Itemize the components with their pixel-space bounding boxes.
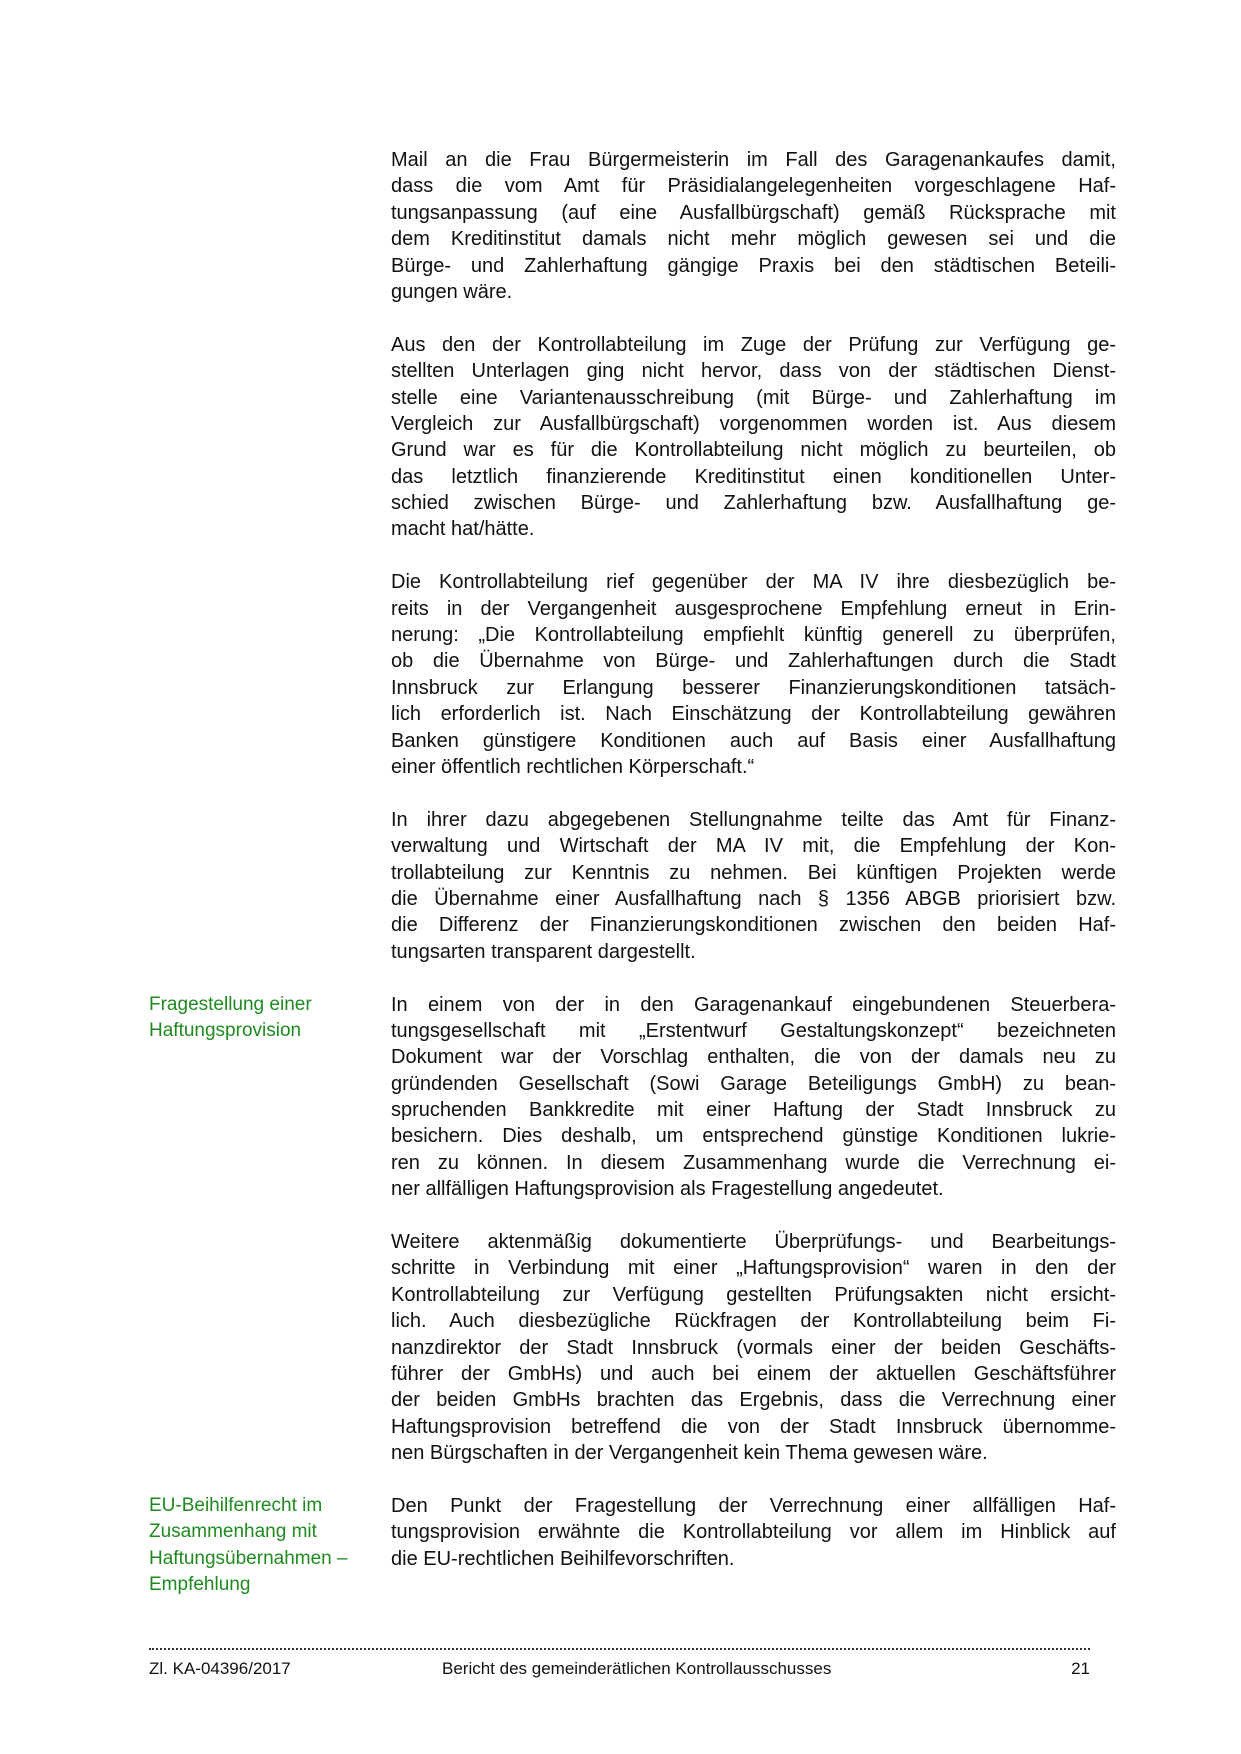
footer-divider [149, 1648, 1090, 1650]
text-line: tungsanpassung (auf eine Ausfallbürgschaft) gemäß Rücksprache mit [391, 201, 1116, 224]
text-line: dem Kreditinstitut damals nicht mehr möglich gewesen sei und die [391, 228, 1116, 251]
report-title: Bericht des gemeinderätlichen Kontrollausschusses [442, 1659, 832, 1678]
text-line: trollabteilung zur Kenntnis zu nehmen. Bei künftigen Projekten werde [391, 861, 1116, 884]
text-line: tungsarten transparent dargestellt. [391, 940, 696, 963]
text-line: In ihrer dazu abgegebenen Stellungnahme teilte das Amt für Finanz- [391, 808, 1116, 831]
margin-heading-line: Haftungsprovision [149, 1019, 302, 1041]
text-line: stelle eine Variantenausschreibung (mit Bürge- und Zahlerhaftung im [391, 386, 1116, 409]
text-line: gründenden Gesellschaft (Sowi Garage Beteiligungs GmbH) zu bean- [391, 1072, 1116, 1095]
margin-heading-line: EU-Beihilfenrecht im [149, 1494, 323, 1516]
text-line: tungsprovision erwähnte die Kontrollabteilung vor allem im Hinblick auf [391, 1521, 1116, 1544]
report-body [149, 147, 1116, 1598]
text-line: besichern. Dies deshalb, um entsprechend günstige Konditionen lukrie- [391, 1125, 1116, 1148]
text-line: ob die Übernahme von Bürge- und Zahlerhaftungen durch die Stadt [391, 650, 1116, 673]
text-line: reits in der Vergangenheit ausgesprochene Empfehlung erneut in Erin- [391, 597, 1116, 620]
text-line: tungsgesellschaft mit „Erstentwurf Gestaltungskonzept“ bezeichneten [391, 1019, 1116, 1042]
text-line: macht hat/hätte. [391, 518, 535, 541]
text-line: die Differenz der Finanzierungskonditionen zwischen den beiden Haf- [391, 914, 1116, 937]
text-line: führer der GmbHs) und auch bei einem der aktuellen Geschäftsführer [391, 1362, 1116, 1385]
margin-heading [149, 992, 379, 1045]
text-line: Haftungsprovision betreffend die von der Stadt Innsbruck übernomme- [391, 1415, 1116, 1438]
text-line: schied zwischen Bürge- und Zahlerhaftung bzw. Ausfallhaftung ge- [391, 492, 1116, 515]
text-line: schritte in Verbindung mit einer „Haftungsprovision“ waren in den der [391, 1257, 1116, 1280]
margin-heading-line: Haftungsübernahmen – [149, 1547, 348, 1569]
text-line: spruchenden Bankkredite mit einer Haftung der Stadt Innsbruck zu [391, 1099, 1116, 1122]
paragraph [391, 569, 1116, 780]
paragraph [391, 147, 1116, 305]
text-line: stellten Unterlagen ging nicht hervor, dass von der städtischen Dienst- [391, 360, 1116, 383]
text-line: Weitere aktenmäßig dokumentierte Überprüfungs- und Bearbeitungs- [391, 1231, 1116, 1254]
paragraph [391, 1229, 1116, 1467]
text-line: lich erforderlich ist. Nach Einschätzung der Kontrollabteilung gewähren [391, 703, 1116, 726]
text-line: ner allfälligen Haftungsprovision als Fragestellung angedeutet. [391, 1178, 944, 1201]
text-line: verwaltung und Wirtschaft der MA IV mit, die Empfehlung der Kon- [391, 835, 1116, 858]
paragraph [149, 1493, 1116, 1596]
text-line: Vergleich zur Ausfallbürgschaft) vorgenommen worden ist. Aus diesem [391, 412, 1116, 435]
text-line: Aus den der Kontrollabteilung im Zuge der Prüfung zur Verfügung ge- [391, 333, 1116, 356]
document-reference: Zl. KA-04396/2017 [149, 1659, 291, 1678]
text-line: nerung: „Die Kontrollabteilung empfiehlt künftig generell zu überprüfen, [391, 624, 1116, 647]
text-line: Banken günstigere Konditionen auch auf Basis einer Ausfallhaftung [391, 729, 1116, 752]
margin-heading-line: Empfehlung [149, 1574, 251, 1596]
margin-heading [149, 1493, 379, 1599]
text-line: einer öffentlich rechtlichen Körperschaft.“ [391, 755, 755, 778]
text-line: der beiden GmbHs brachten das Ergebnis, dass die Verrechnung einer [391, 1389, 1116, 1412]
margin-heading-line: Fragestellung einer [149, 993, 312, 1015]
text-line: nanzdirektor der Stadt Innsbruck (vormals einer der beiden Geschäfts- [391, 1336, 1116, 1359]
text-line: In einem von der in den Garagenankauf eingebundenen Steuerbera- [391, 993, 1116, 1016]
paragraph [149, 992, 1116, 1203]
paragraph [391, 332, 1116, 543]
text-line: Die Kontrollabteilung rief gegenüber der MA IV ihre diesbezüglich be- [391, 571, 1116, 594]
text-line: nen Bürgschaften in der Vergangenheit kein Thema gewesen wäre. [391, 1442, 988, 1465]
text-line: dass die vom Amt für Präsidialangelegenheiten vorgeschlagene Haf- [391, 175, 1116, 198]
text-line: Bürge- und Zahlerhaftung gängige Praxis bei den städtischen Beteili- [391, 254, 1116, 277]
text-line: das letztlich finanzierende Kreditinstitut einen konditionellen Unter- [391, 465, 1116, 488]
paragraph [391, 807, 1116, 965]
text-line: Mail an die Frau Bürgermeisterin im Fall des Garagenankaufes damit, [391, 149, 1116, 171]
text-line: Den Punkt der Fragestellung der Verrechnung einer allfälligen Haf- [391, 1494, 1116, 1517]
page-number: 21 [1071, 1659, 1090, 1678]
text-line: ren zu können. In diesem Zusammenhang wurde die Verrechnung ei- [391, 1151, 1116, 1174]
text-line: Kontrollabteilung zur Verfügung gestellten Prüfungsakten nicht ersicht- [391, 1283, 1116, 1306]
text-line: die Übernahme einer Ausfallhaftung nach § 1356 ABGB priorisiert bzw. [391, 887, 1116, 910]
margin-heading-line: Zusammenhang mit [149, 1521, 317, 1543]
text-line: Innsbruck zur Erlangung besserer Finanzierungskonditionen tatsäch- [391, 676, 1116, 699]
text-line: Grund war es für die Kontrollabteilung nicht möglich zu beurteilen, ob [391, 439, 1116, 462]
text-line: Dokument war der Vorschlag enthalten, die von der damals neu zu [391, 1046, 1116, 1069]
text-line: lich. Auch diesbezügliche Rückfragen der Kontrollabteilung beim Fi- [391, 1310, 1116, 1333]
text-line: die EU-rechtlichen Beihilfevorschriften. [391, 1547, 735, 1570]
text-line: gungen wäre. [391, 280, 513, 303]
